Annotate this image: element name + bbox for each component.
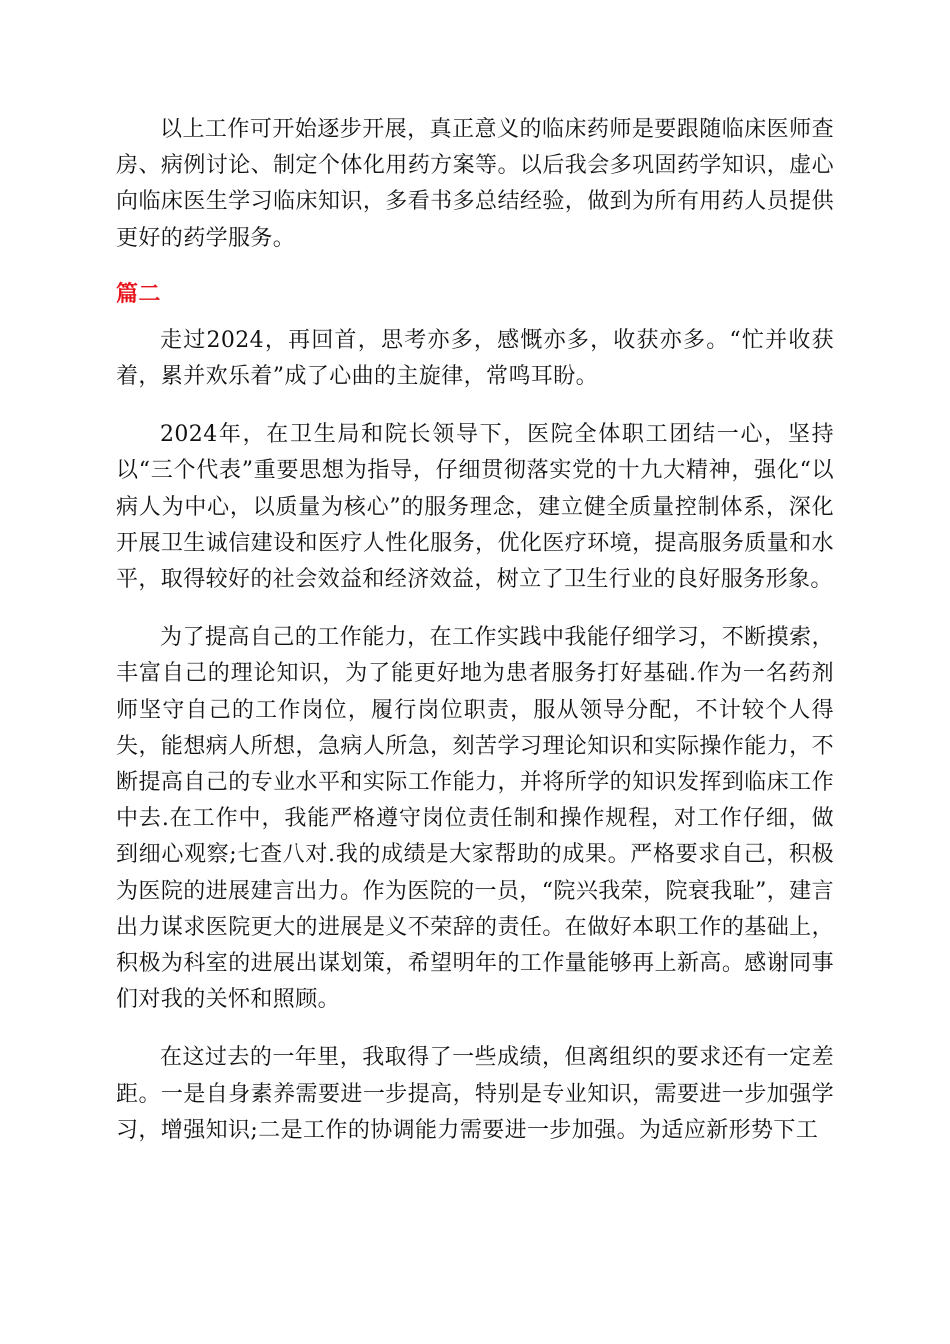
paragraph-4: 为了提高自己的工作能力，在工作实践中我能仔细学习，不断摸索，丰富自己的理论知识，为了能更好地为患者服务打好基础.作为一名药剂师坚守自己的工作岗位，履行岗位职责，服从领导分配，不计较个人得失，能想病人所想，急病人所急，刻苦学习理论知识和实际操作能力，不断提高自己的专业水平和实际工作能力，并将所学的知识发挥到临床工作中去.在工作中，我能严格遵守岗位责任制和操作规程，对工作仔细，做到细心观察;七查八对.我的成绩是大家帮助的成果。严格要求自己，积极为医院的进展建言出力。作为医院的一员，“院兴我荣，院衰我耻”，建言出力谋求医院更大的进展是义不荣辞的责任。在做好本职工作的基础上，积极为科室的进展出谋划策，希望明年的工作量能够再上新高。感谢同事们对我的关怀和照顾。 (116, 625, 834, 1013)
paragraph-2: 走过2024，再回首，思考亦多，感慨亦多，收获亦多。“忙并收获着，累并欢乐着”成了心曲的主旋律，常鸣耳盼。 (116, 327, 834, 390)
section-title: 篇二 (116, 281, 161, 307)
paragraph-3: 2024年，在卫生局和院长领导下，医院全体职工团结一心，坚持以“三个代表”重要思想为指导，仔细贯彻落实党的十九大精神，强化“以病人为中心，以质量为核心”的服务理念，建立健全质量控制体系，深化开展卫生诚信建设和医疗人性化服务，优化医疗环境，提高服务质量和水平，取得较好的社会效益和经济效益，树立了卫生行业的良好服务形象。 (116, 422, 834, 593)
paragraph-1: 以上工作可开始逐步开展，真正意义的临床药师是要跟随临床医师查房、病例讨论、制定个体化用药方案等。以后我会多巩固药学知识，虚心向临床医生学习临床知识，多看书多总结经验，做到为所有用药人员提供更好的药学服务。 (116, 117, 834, 251)
document-page (116, 112, 834, 1171)
paragraph-5: 在这过去的一年里，我取得了一些成绩，但离组织的要求还有一定差距。一是自身素养需要进一步提高，特别是专业知识，需要进一步加强学习，增强知识;二是工作的协调能力需要进一步加强。为适应新形势下工 (116, 1045, 834, 1143)
